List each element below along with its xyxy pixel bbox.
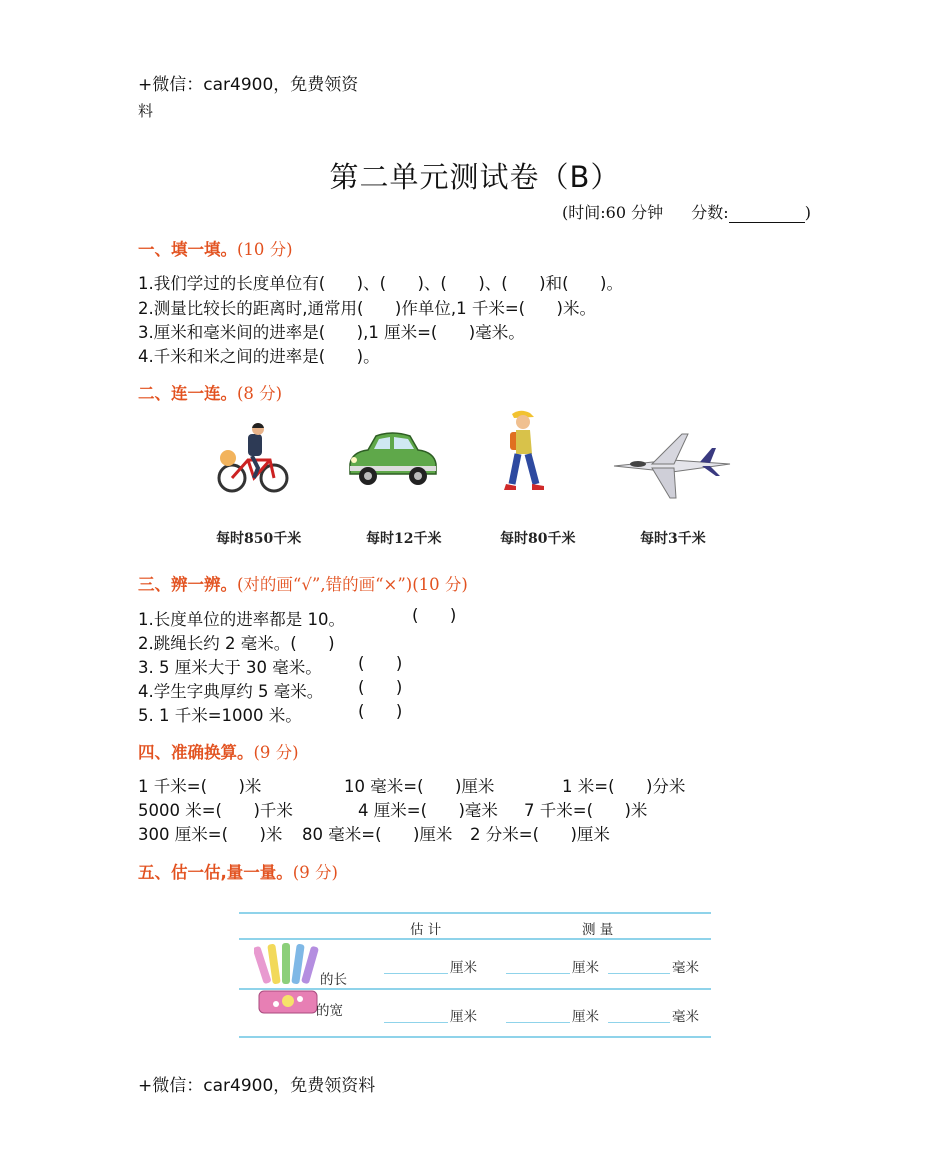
judge-blank-5[interactable]: ( ): [358, 702, 403, 721]
section-4-points: (9 分): [253, 743, 299, 762]
section-2-points: (8 分): [237, 384, 283, 403]
estimate-length-unit: 厘米: [450, 960, 477, 976]
estimate-width-blank[interactable]: [384, 1022, 448, 1023]
judge-blank-4[interactable]: ( ): [358, 678, 403, 697]
section-5-points: (9 分): [292, 863, 338, 882]
section-2-heading: [138, 380, 282, 404]
estimate-width-unit: 厘米: [450, 1009, 477, 1025]
estimate-length-blank[interactable]: [384, 973, 448, 974]
conversion-3-3: 2 分米=( )厘米: [470, 825, 610, 844]
measure-length-cm-unit: 厘米: [572, 960, 599, 976]
speed-label-3: 每时80千米: [500, 531, 576, 547]
section-4-title: 四、准确换算。: [138, 743, 254, 762]
judge-question-2: 2.跳绳长约 2 毫米。( ): [138, 634, 335, 653]
row-length-label: 的长: [320, 972, 347, 988]
section-3-points: (对的画“√”,错的画“×”)(10 分): [237, 575, 468, 594]
exam-meta: [562, 200, 811, 223]
page-title: 第二单元测试卷（B）: [329, 160, 621, 194]
judge-question-5: 5. 1 千米=1000 米。: [138, 706, 302, 725]
section-4-heading: [138, 739, 299, 763]
conversion-2-2: 4 厘米=( )毫米: [358, 801, 498, 820]
section-1-title: 一、填一填。: [138, 240, 237, 259]
measure-width-mm-blank[interactable]: [608, 1022, 670, 1023]
measure-length-cm-blank[interactable]: [506, 973, 570, 974]
time-label: (时间:60 分钟: [562, 203, 664, 222]
measure-length-mm-unit: 毫米: [672, 960, 699, 976]
measure-width-cm-unit: 厘米: [572, 1009, 599, 1025]
score-label: 分数:: [691, 203, 729, 222]
watermark-top-line2: 料: [138, 102, 154, 120]
header-measure: 测 量: [582, 922, 614, 938]
section-2-title: 二、连一连。: [138, 384, 237, 403]
watermark-top-line1: +微信：car4900，免费领资: [138, 75, 359, 95]
measure-length-mm-blank[interactable]: [608, 973, 670, 974]
conversion-3-1: 300 厘米=( )米: [138, 825, 283, 844]
section-1-points: (10 分): [237, 240, 293, 259]
car-image: [344, 428, 440, 494]
fill-question-4: 4.千米和米之间的进率是( )。: [138, 347, 380, 366]
section-3-heading: [138, 571, 468, 595]
cyclist-image: [214, 420, 292, 498]
conversion-1-2: 10 毫米=( )厘米: [344, 777, 495, 796]
judge-blank-3[interactable]: ( ): [358, 654, 403, 673]
measure-width-cm-blank[interactable]: [506, 1022, 570, 1023]
row-width-label: 的宽: [316, 1003, 343, 1019]
score-close: ): [804, 203, 811, 222]
section-5-heading: [138, 859, 338, 883]
conversion-2-3: 7 千米=( )米: [524, 801, 648, 820]
conversion-2-1: 5000 米=( )千米: [138, 801, 293, 820]
conversion-3-2: 80 毫米=( )厘米: [302, 825, 453, 844]
section-3-title: 三、辨一辨。: [138, 575, 237, 594]
pencil-case-image: [258, 989, 318, 1015]
fill-question-2: 2.测量比较长的距离时,通常用( )作单位,1 千米=( )米。: [138, 299, 596, 318]
walking-boy-image: [498, 408, 550, 494]
score-blank[interactable]: [729, 206, 805, 223]
watermark-top: [138, 70, 358, 121]
section-5-title: 五、估一估,量一量。: [138, 863, 293, 882]
watermark-bottom: +微信：car4900，免费领资料: [138, 1076, 376, 1096]
judge-blank-1[interactable]: ( ): [412, 606, 457, 625]
table-rule-bottom: [239, 1036, 711, 1038]
fill-question-1: 1.我们学过的长度单位有( )、( )、( )、( )和( )。: [138, 274, 623, 293]
judge-question-4: 4.学生字典厚约 5 毫米。: [138, 682, 324, 701]
judge-question-1: 1.长度单位的进率都是 10。: [138, 610, 345, 629]
judge-question-3: 3. 5 厘米大于 30 毫米。: [138, 658, 322, 677]
speed-label-1: 每时850千米: [216, 531, 302, 547]
fighter-jet-image: [612, 426, 736, 502]
speed-label-2: 每时12千米: [366, 531, 442, 547]
chalk-image: [254, 940, 320, 986]
speed-label-4: 每时3千米: [640, 531, 706, 547]
measure-width-mm-unit: 毫米: [672, 1009, 699, 1025]
table-rule-top: [239, 912, 711, 914]
conversion-1-3: 1 米=( )分米: [562, 777, 686, 796]
section-1-heading: [138, 236, 293, 260]
conversion-1-1: 1 千米=( )米: [138, 777, 262, 796]
header-estimate: 估 计: [410, 922, 442, 938]
fill-question-3: 3.厘米和毫米间的进率是( ),1 厘米=( )毫米。: [138, 323, 525, 342]
